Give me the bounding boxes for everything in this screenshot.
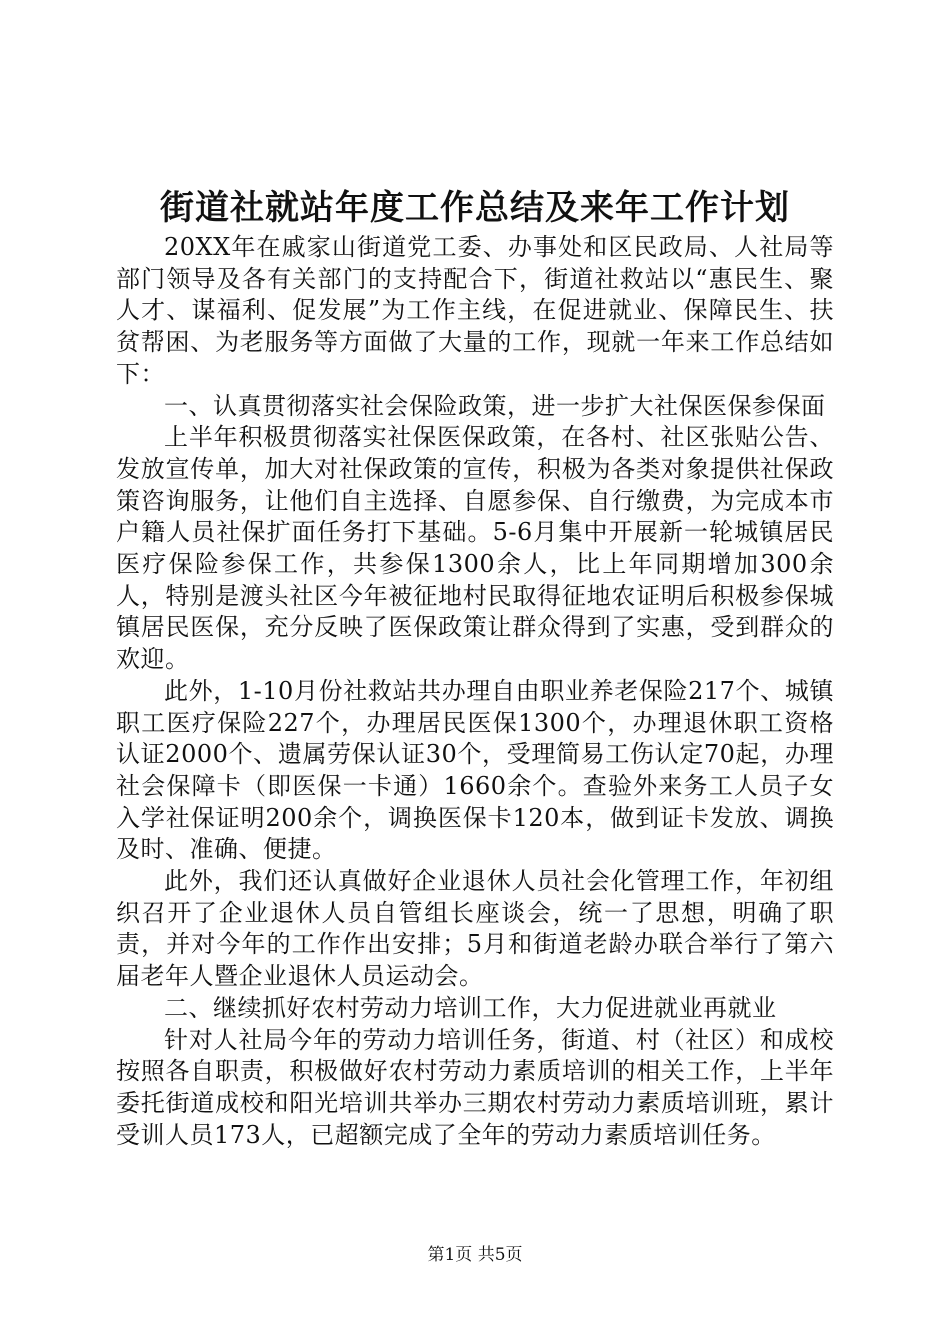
body-paragraph: 此外，1-10月份社救站共办理自由职业养老保险217个、城镇职工医疗保险227个，办理居民医保1300个，办理退休职工资格认证2000个、遗属劳保认证30个，受理简易工伤认定70起，办理社会保障卡（即医保一卡通）1660余个。查验外来务工人员子女入学社保证明200余个，调换医保卡120本，做到证卡发放、调换及时、准确、便捷。 [116, 676, 834, 864]
document-title: 街道社就站年度工作总结及来年工作计划 [160, 188, 790, 228]
body-paragraph: 此外，我们还认真做好企业退休人员社会化管理工作，年初组织召开了企业退休人员自管组长座谈会，统一了思想，明确了职责，并对今年的工作作出安排；5月和街道老龄办联合举行了第六届老年人暨企业退休人员运动会。 [116, 867, 834, 991]
section-heading-2: 二、继续抓好农村劳动力培训工作，大力促进就业再就业 [164, 993, 777, 1022]
document-body [116, 232, 834, 1151]
section-heading-1: 一、认真贯彻落实社会保险政策，进一步扩大社保医保参保面 [164, 391, 826, 420]
body-paragraph: 针对人社局今年的劳动力培训任务，街道、村（社区）和成校按照各自职责，积极做好农村劳动力素质培训的相关工作，上半年委托街道成校和阳光培训共举办三期农村劳动力素质培训班，累计受训人员173人，已超额完成了全年的劳动力素质培训任务。 [116, 1025, 834, 1149]
body-paragraph: 上半年积极贯彻落实社保医保政策，在各村、社区张贴公告、发放宣传单，加大对社保政策的宣传，积极为各类对象提供社保政策咨询服务，让他们自主选择、自愿参保、自行缴费，为完成本市户籍人员社保扩面任务打下基础。5-6月集中开展新一轮城镇居民医疗保险参保工作，共参保1300余人，比上年同期增加300余人，特别是渡头社区今年被征地村民取得征地农证明后积极参保城镇居民医保，充分反映了医保政策让群众得到了实惠，受到群众的欢迎。 [116, 423, 834, 674]
page-number-footer: 第1页 共5页 [427, 1245, 523, 1265]
intro-paragraph: 20XX年在戚家山街道党工委、办事处和区民政局、人社局等部门领导及各有关部门的支持配合下，街道社救站以“惠民生、聚人才、谋福利、促发展”为工作主线，在促进就业、保障民生、扶贫帮困、为老服务等方面做了大量的工作，现就一年来工作总结如下： [116, 233, 834, 388]
